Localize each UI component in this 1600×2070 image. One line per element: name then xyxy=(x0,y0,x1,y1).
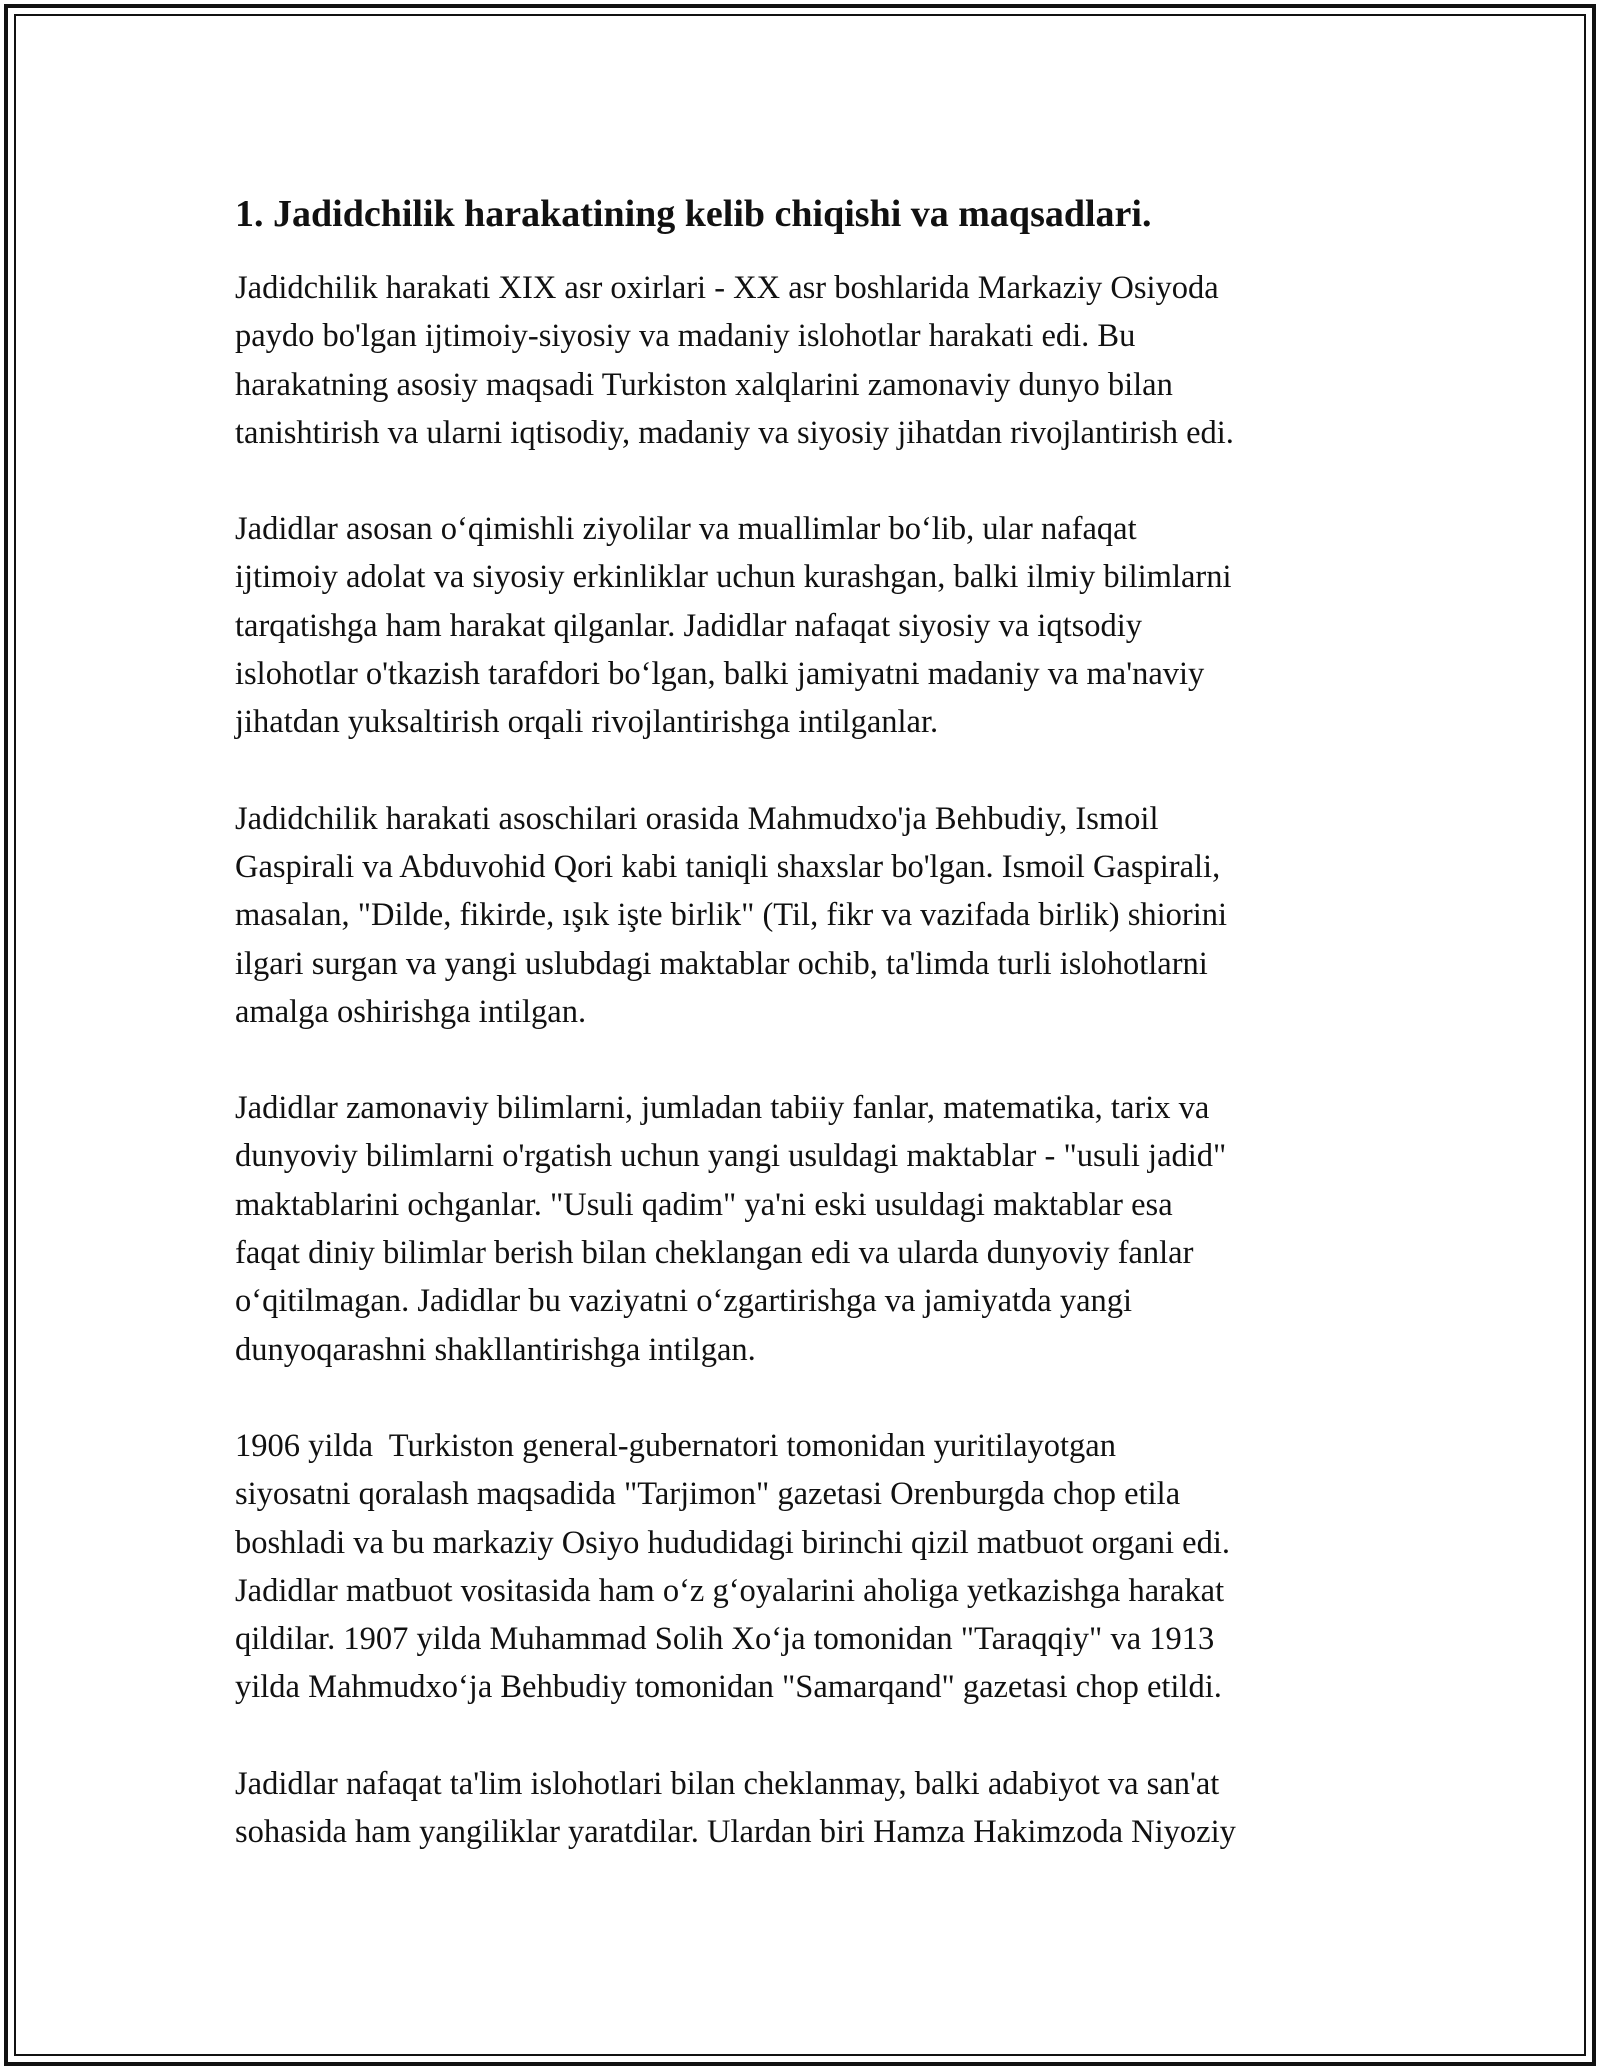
text-line: dunyoqarashni shakllantirishga intilgan. xyxy=(235,1331,756,1368)
section-heading: 1. Jadidchilik harakatining kelib chiqishi va maqsadlari. xyxy=(235,193,1152,235)
text-line: ilgari surgan va yangi uslubdagi maktablar ochib, ta'limda turli islohotlarni xyxy=(235,945,1208,982)
document-body xyxy=(235,188,1385,1856)
paragraph-5 xyxy=(235,1422,1385,1712)
text-line: tanishtirish va ularni iqtisodiy, madaniy va siyosiy jihatdan rivojlantirish edi. xyxy=(235,414,1234,451)
text-line: amalga oshirishga intilgan. xyxy=(235,993,587,1030)
text-line: sohasida ham yangiliklar yaratdilar. Ulardan biri Hamza Hakimzoda Niyoziy xyxy=(235,1814,1236,1851)
paragraph-6 xyxy=(235,1760,1385,1857)
text-line: tarqatishga ham harakat qilganlar. Jadidlar nafaqat siyosiy va iqtsodiy xyxy=(235,607,1143,644)
text-line: islohotlar o'tkazish tarafdori boʻlgan, balki jamiyatni madaniy va ma'naviy xyxy=(235,656,1205,693)
text-line: siyosatni qoralash maqsadida "Tarjimon" gazetasi Orenburgda chop etila xyxy=(235,1476,1181,1513)
text-line: 1906 yilda Turkiston general-gubernatori tomonidan yuritilayotgan xyxy=(235,1427,1116,1464)
text-line: Jadidchilik harakati XIX asr oxirlari - XX asr boshlarida Markaziy Osiyoda xyxy=(235,270,1219,306)
text-line: paydo bo'lgan ijtimoiy-siyosiy va madaniy islohotlar harakati edi. Bu xyxy=(235,318,1136,355)
text-line: Jadidchilik harakati asoschilari orasida Mahmudxo'ja Behbudiy, Ismoil xyxy=(235,800,1159,837)
text-line: qildilar. 1907 yilda Muhammad Solih Xoʻja tomonidan "Taraqqiy" va 1913 xyxy=(235,1621,1215,1658)
text-line: yilda Mahmudxoʻja Behbudiy tomonidan "Samarqand" gazetasi chop etildi. xyxy=(235,1669,1222,1706)
paragraph-3 xyxy=(235,795,1385,1036)
text-line: masalan, "Dilde, fikirde, ışık işte birlik" (Til, fikr va vazifada birlik) shiorini xyxy=(235,897,1228,934)
text-line: Jadidlar asosan oʻqimishli ziyolilar va muallimlar boʻlib, ular nafaqat xyxy=(235,511,1137,548)
text-line: jihatdan yuksaltirish orqali rivojlantirishga intilganlar. xyxy=(235,704,939,741)
paragraph-4 xyxy=(235,1084,1385,1374)
text-line: maktablarini ochganlar. "Usuli qadim" ya'ni eski usuldagi maktablar esa xyxy=(235,1186,1173,1223)
text-line: Jadidlar zamonaviy bilimlarni, jumladan tabiiy fanlar, matematika, tarix va xyxy=(235,1090,1210,1127)
text-line: Jadidlar matbuot vositasida ham oʻz gʻoyalarini aholiga yetkazishga harakat xyxy=(235,1572,1225,1609)
text-line: faqat diniy bilimlar berish bilan cheklangan edi va ularda dunyoviy fanlar xyxy=(235,1235,1194,1272)
text-line: boshladi va bu markaziy Osiyo hududidagi birinchi qizil matbuot organi edi. xyxy=(235,1524,1230,1561)
paragraph-1 xyxy=(235,264,1385,457)
text-line: dunyoviy bilimlarni o'rgatish uchun yangi usuldagi maktablar - "usuli jadid" xyxy=(235,1138,1227,1175)
paragraph-2 xyxy=(235,505,1385,746)
text-line: harakatning asosiy maqsadi Turkiston xalqlarini zamonaviy dunyo bilan xyxy=(235,366,1173,403)
text-line: ijtimoiy adolat va siyosiy erkinliklar uchun kurashgan, balki ilmiy bilimlarni xyxy=(235,559,1232,596)
text-line: Jadidlar nafaqat ta'lim islohotlari bilan cheklanmay, balki adabiyot va san'at xyxy=(235,1765,1220,1802)
text-line: Gaspirali va Abduvohid Qori kabi taniqli shaxslar bo'lgan. Ismoil Gaspirali, xyxy=(235,848,1221,885)
text-line: oʻqitilmagan. Jadidlar bu vaziyatni oʻzgartirishga va jamiyatda yangi xyxy=(235,1283,1133,1320)
